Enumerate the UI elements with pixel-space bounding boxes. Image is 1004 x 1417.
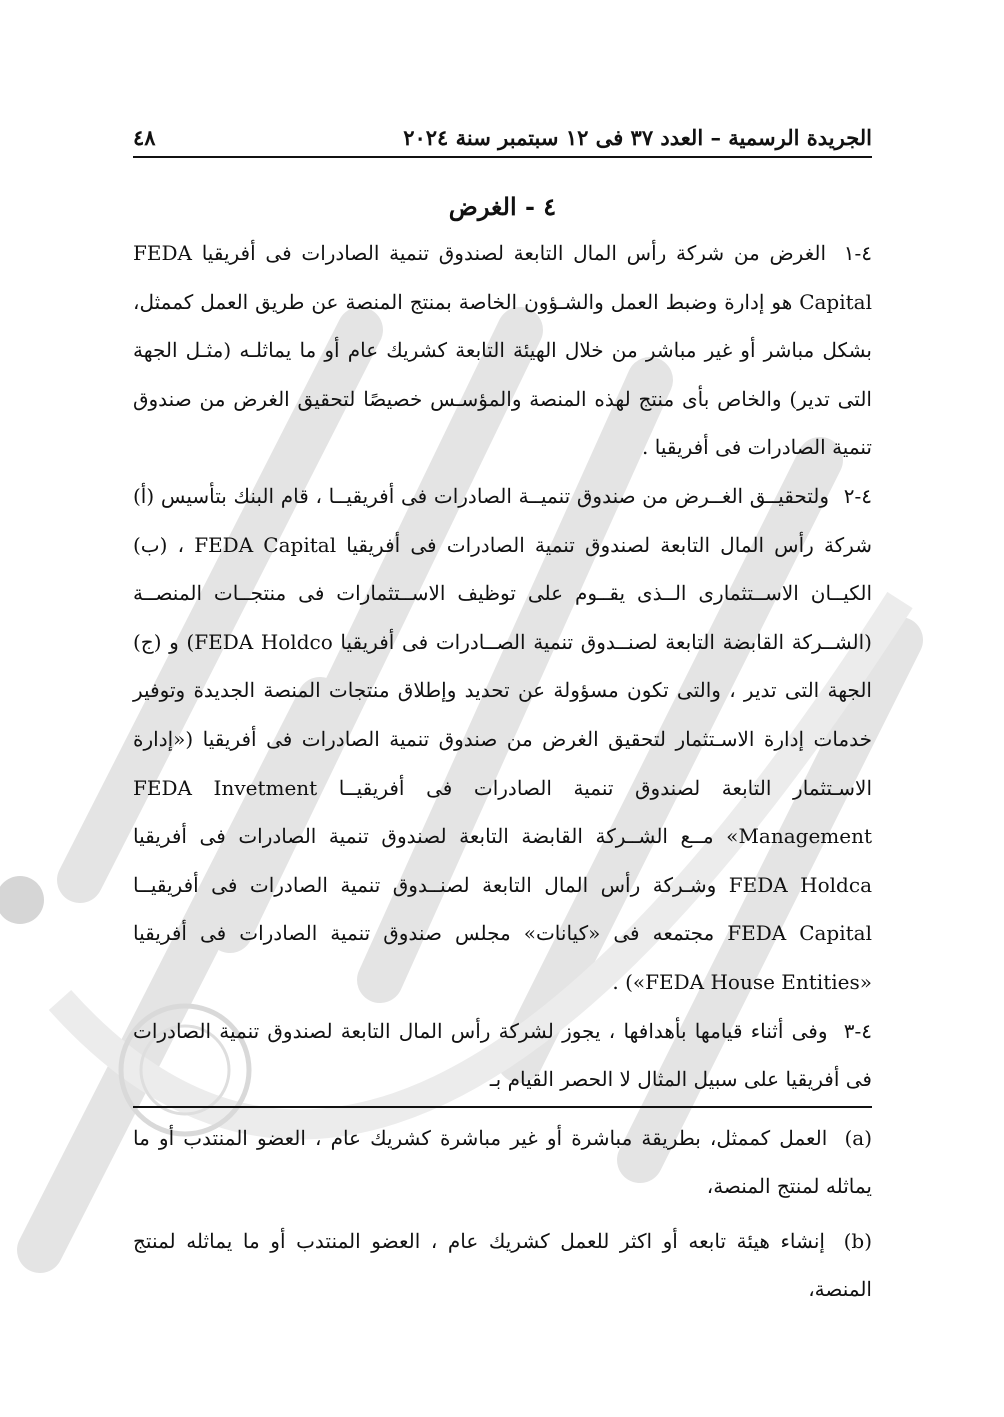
list-item-a <box>133 1114 872 1211</box>
document-page <box>133 110 872 1314</box>
paragraph-text: وفى أثناء قيامها بأهدافها ، يجوز لشركة رأس المال التابعة لصندوق تنمية الصادرات فى أفريقيا على سبيل المثال لا الحصر القيام بـ <box>133 1018 872 1092</box>
page-number: ٤٨ <box>133 125 156 150</box>
paragraph-4-1 <box>133 229 872 472</box>
item-text: إنشاء هيئة تابعه أو اكثر للعمل كشريك عام ، العضو المنتدب أو ما يماثله لمنتج المنصة، <box>133 1228 872 1302</box>
section-heading: ٤ - الغرض <box>448 192 557 221</box>
paragraph-text: ولتحقيــق الغــرض من صندوق تنميــة الصادرات فى أفريقيــا ، قام البنك بتأسيس (أ) شركة رأس المال التابعة لصندوق تنمية الصادرات فى أفريقيا FEDA Capital ، (ب) الكيــان الاســتثمارى الــذى يقــوم على توظيف الاســتثمارات فى منتجــات المنصــة (الشــركة القابضة التابعة لصنــدوق تنمية الصــادرات فى أفريقيا FEDA Holdco) و (ج) الجهة التى تدير ، والتى تكون مسؤولة عن تحديد وإطلاق منتجات المنصة الجديدة وتوفير خدمات إدارة الاسـتثمار لتحقيق الغرض من صندوق تنمية الصادرات فى أفريقيا («إدارة الاسـتثمار التابعة لصندوق تنمية الصادرات فى أفريقيــا FEDA Invetment Management» مــع الشــركة القابضة التابعة لصندوق تنمية الصادرات فى أفريقيا FEDA Holdca وشـركة رأس المال التابعة لصنــدوق تنمية الصادرات فى أفريقيــا FEDA Capital مجتمعه فى «كيانات» مجلس صندوق تنمية الصادرات فى أفريقيا «FEDA House Entities») . <box>133 483 873 994</box>
paragraph-4-2 <box>133 472 872 1007</box>
header-title: الجريدة الرسمية – العدد ٣٧ فى ١٢ سبتمبر سنة ٢٠٢٤ <box>403 125 872 150</box>
item-label: (a) <box>844 1125 872 1150</box>
page-header <box>133 110 872 158</box>
clause-number: ٤-٢ <box>843 483 872 508</box>
item-label: (b) <box>843 1228 872 1253</box>
clause-number: ٤-١ <box>843 241 872 265</box>
item-text: العمل كممثل، بطريقة مباشرة أو غير مباشرة كشريك عام ، العضو المنتدب أو ما يماثله لمنتج المنصة، <box>133 1125 872 1199</box>
clause-number: ٤-٣ <box>843 1018 873 1043</box>
paragraph-text: الغرض من شركة رأس المال التابعة لصندوق تنمية الصادرات فى أفريقيا FEDA Capital هو إدارة وضبط العمل والشـؤون الخاصة بمنتج المنصة عن طريق العمل كممثل، بشكل مباشر أو غير مباشر من خلال الهيئة التابعة كشريك عام أو ما يماثلـه (مثـل الجهة التى تدير) والخاص بأى منتج لهذه المنصة والمؤسـس خصيصًا لتحقيق الغرض من صندوق تنمية الصادرات فى أفريقيا . <box>133 241 872 460</box>
paragraph-4-3 <box>133 1007 872 1108</box>
list-item-b <box>133 1217 872 1314</box>
